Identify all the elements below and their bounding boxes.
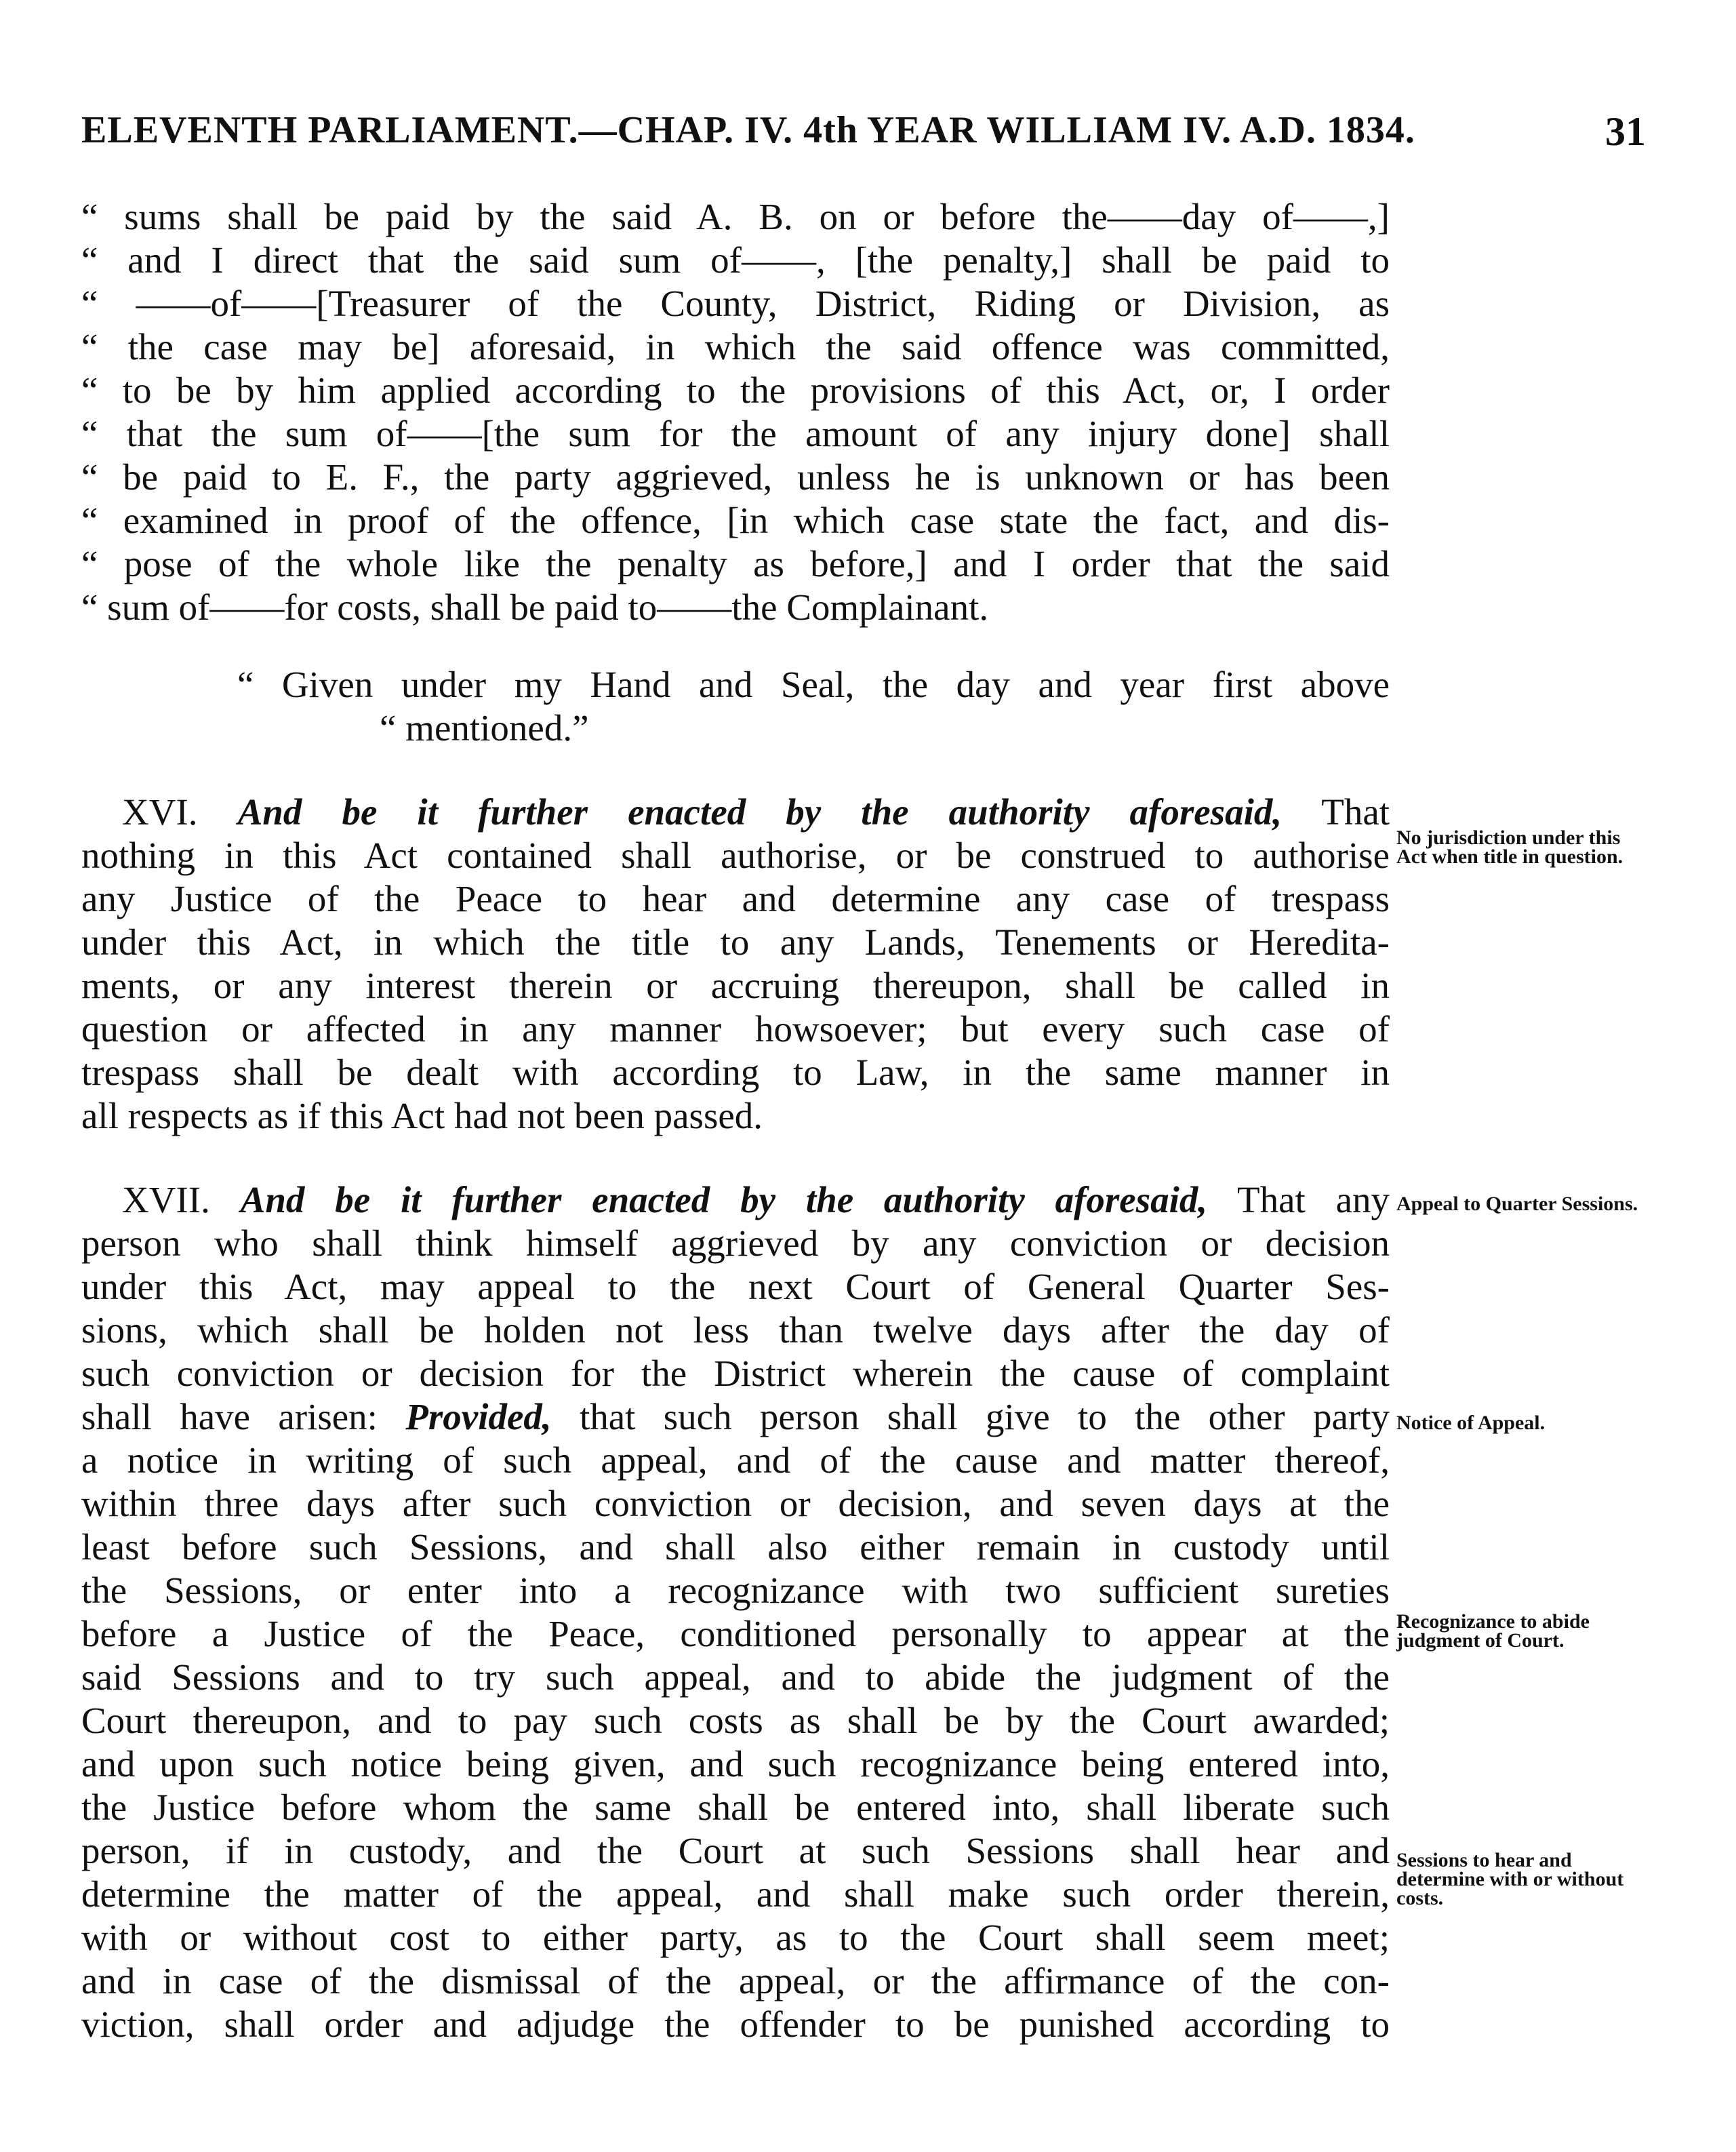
text-line: trespass shall be dealt with according to Law, in the same manner in: [81, 1052, 1390, 1093]
text-line: “ the case may be] aforesaid, in which the said offence was committed,: [81, 326, 1390, 367]
text-line: before a Justice of the Peace, conditioned personally to appear at the: [81, 1613, 1390, 1654]
text-line: and upon such notice being given, and such recognizance being entered into,: [81, 1743, 1390, 1785]
text-span: That any: [1236, 1179, 1390, 1220]
enacting-formula: And be it further enacted by the authority aforesaid,: [240, 1179, 1208, 1220]
spacer: [81, 1138, 1390, 1178]
running-header: ELEVENTH PARLIAMENT.—CHAP. IV. 4th YEAR WILLIAM IV. A.D. 1834.: [81, 109, 1415, 151]
text-line: said Sessions and to try such appeal, and to abide the judgment of the: [81, 1656, 1390, 1698]
section-numeral: XVII.: [122, 1179, 210, 1220]
margin-note-recognizance: Recognizance to abide judgment of Court.: [1396, 1610, 1590, 1652]
text-line: person who shall think himself aggrieved by any conviction or decision: [81, 1222, 1390, 1264]
margin-note-sessions: Sessions to hear and determine with or without costs.: [1396, 1849, 1624, 1909]
form-continuation: [81, 195, 1390, 629]
text-line: “ to be by him applied according to the provisions of this Act, or, I order: [81, 370, 1390, 411]
section-heading-line: [81, 791, 1390, 834]
text-line: determine the matter of the appeal, and shall make such order therein,: [81, 1873, 1390, 1915]
text-line: within three days after such conviction or decision, and seven days at the: [81, 1483, 1390, 1524]
text-span: that such person shall give to the other party: [579, 1396, 1390, 1437]
text-line: with or without cost to either party, as to the Court shall seem meet;: [81, 1917, 1390, 1958]
text-span: That: [1321, 791, 1390, 833]
text-line: “ that the sum of——[the sum for the amount of any injury done] shall: [81, 413, 1390, 454]
page-body: [81, 195, 1390, 2046]
text-line: such conviction or decision for the District wherein the cause of complaint: [81, 1353, 1390, 1394]
section-xvi: [81, 791, 1390, 1138]
text-line: under this Act, may appeal to the next Court of General Quarter Ses-: [81, 1266, 1390, 1307]
spacer: [81, 750, 1390, 791]
text-line: “ pose of the whole like the penalty as before,] and I order that the said: [81, 543, 1390, 584]
margin-note-appeal: Appeal to Quarter Sessions.: [1396, 1193, 1638, 1215]
closing-formula: [81, 663, 1390, 750]
text-line: nothing in this Act contained shall authorise, or be construed to authorise: [81, 835, 1390, 876]
text-line: “ be paid to E. F., the party aggrieved, unless he is unknown or has been: [81, 456, 1390, 498]
text-line: “ ——of——[Treasurer of the County, District, Riding or Division, as: [81, 283, 1390, 324]
text-line: a notice in writing of such appeal, and of the cause and matter thereof,: [81, 1439, 1390, 1481]
text-line: the Sessions, or enter into a recognizance with two sufficient sureties: [81, 1570, 1390, 1611]
section-heading-line: [81, 1178, 1390, 1222]
text-line: person, if in custody, and the Court at such Sessions shall hear and: [81, 1830, 1390, 1871]
text-line: sions, which shall be holden not less than twelve days after the day of: [81, 1309, 1390, 1351]
proviso-word: Provided,: [405, 1396, 552, 1437]
text-line: viction, shall order and adjudge the offender to be punished according to: [81, 2004, 1390, 2045]
text-line: “ sum of——for costs, shall be paid to——the Complainant.: [81, 586, 989, 628]
enacting-formula: And be it further enacted by the authority aforesaid,: [237, 791, 1283, 833]
text-line: “ examined in proof of the offence, [in which case state the fact, and dis-: [81, 500, 1390, 541]
text-line: “ Given under my Hand and Seal, the day and year first above: [237, 664, 1390, 705]
text-line: “ mentioned.”: [380, 707, 589, 749]
page-number: 31: [1605, 109, 1646, 154]
spacer: [81, 629, 1390, 663]
margin-note-no-jurisdiction: No jurisdiction under this Act when title in question.: [1396, 826, 1623, 868]
text-line: all respects as if this Act had not been passed.: [81, 1095, 763, 1136]
provided-line: [81, 1395, 1390, 1439]
text-line: the Justice before whom the same shall be entered into, shall liberate such: [81, 1787, 1390, 1828]
section-xvii: [81, 1178, 1390, 2046]
text-line: and in case of the dismissal of the appeal, or the affirmance of the con-: [81, 1960, 1390, 2001]
text-line: “ and I direct that the said sum of——, [the penalty,] shall be paid to: [81, 239, 1390, 281]
text-line: least before such Sessions, and shall also either remain in custody until: [81, 1526, 1390, 1568]
text-line: any Justice of the Peace to hear and determine any case of trespass: [81, 878, 1390, 919]
text-line: “ sums shall be paid by the said A. B. on or before the——day of——,]: [81, 196, 1390, 237]
text-line: Court thereupon, and to pay such costs as shall be by the Court awarded;: [81, 1700, 1390, 1741]
text-span: shall have arisen:: [81, 1396, 378, 1437]
text-line: ments, or any interest therein or accruing thereupon, shall be called in: [81, 965, 1390, 1006]
margin-note-notice: Notice of Appeal.: [1396, 1412, 1546, 1434]
section-numeral: XVI.: [122, 791, 198, 833]
text-line: question or affected in any manner howsoever; but every such case of: [81, 1008, 1390, 1050]
text-line: under this Act, in which the title to any Lands, Tenements or Heredita-: [81, 921, 1390, 963]
